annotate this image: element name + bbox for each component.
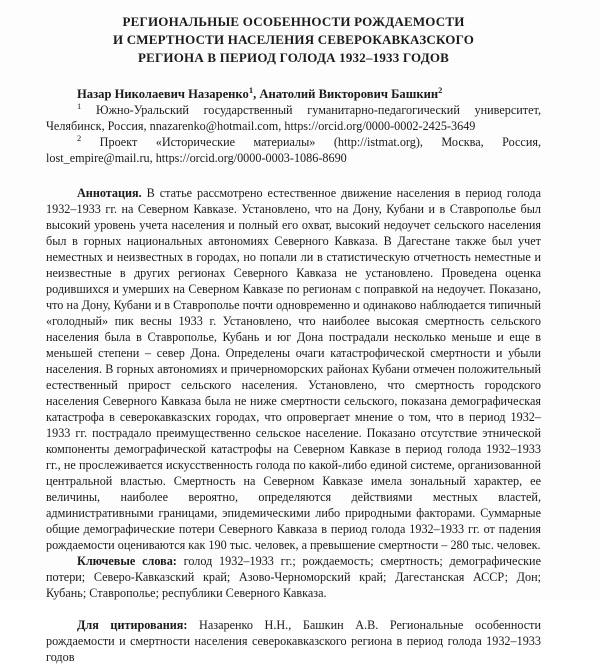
author-1-name: Назар Николаевич Назаренко xyxy=(77,87,249,101)
affiliation-1-marker: 1 xyxy=(77,100,82,111)
citation-text: Назаренко Н.Н., Башкин А.В. Региональные особенности рождаемости и смертности населения северокавказского региона в период голода 1932–1933 годов xyxy=(46,618,542,664)
affiliation-2-marker: 2 xyxy=(77,132,82,143)
author-2-name: Анатолий Викторович Башкин xyxy=(259,87,439,101)
affiliation-2-text: Проект «Исторические материалы» (http://istmat.org), Москва, Россия, lost_empire@mail.ru, https://orcid.org/0000-0003-1086-8690 xyxy=(46,135,541,165)
keywords-paragraph xyxy=(46,553,541,601)
author-2-affiliation-marker: 2 xyxy=(438,84,443,95)
author-1-affiliation-marker: 1 xyxy=(248,84,254,95)
citation-paragraph xyxy=(46,617,541,665)
abstract-paragraph xyxy=(46,185,541,553)
keywords-text: голод 1932–1933 гг.; рождаемость; смертность; демографические потери; Северо-Кавказский край; Азово-Черноморский край; Дагестанская АССР; Дон; Кубань; Ставрополье; республики Северного Кавказа. xyxy=(46,554,541,600)
abstract-text: В статье рассмотрено естественное движение населения в период голода 1932–1933 гг. на Северном Кавказе. Установлено, что на Дону, Кубани и в Ставрополье был высокий уровень учета населения и полный его охват, высокий недоучет сельского населения был в горных национальных автономиях Северного Кавказа. В Дагестане также был учет неместных и неизвестных в городах, но попали ли в статистическую отчетность неместные и неизвестные в других регионах Северного Кавказа не установлено. Проведена оценка родившихся и умерших на Северном Кавказе по регионам с поправкой на недоучет. Показано, что на Дону, Кубани и в Ставрополье почти одновременно и одинаково наблюдается типичный «голодный» пик весны 1933 г. Установлено, что наиболее высокая смертность сельского населения была в Ставрополье, Кубань и юг Дона пострадали несколько меньше и еще в меньшей степени – север Дона. Определены очаги катастрофической смертности и убыли населения. В горных автономиях и причерноморских районах Кубани отмечен положительный естественный прирост сельского населения. Установлено, что смертность городского населения Северного Кавказа была не ниже смертности сельского, показана демографическая катастрофа в северокавказских городах, что опровергает мнение о том, что в период 1932–1933 гг. пострадало преимущественно сельское население. Показано отсутствие этнической компоненты демографической катастрофы на Северном Кавказе в период голода 1932–1933 гг., не прослеживается искусственность голода по какой-либо единой системе, организованной центральной властью. Смертность на Северном Кавказе имела зональный характер, ее величины, наиболее вероятно, определяются действиями местных властей, административными границами, эпидемическими либо природными факторами. Суммарные общие демографические потери Северного Кавказа в период голода 1932–1933 гг. от падения рождаемости оцениваются как 190 тыс. человек, а превышение смертности – 280 тыс. человек. xyxy=(46,186,541,552)
citation-label: Для цитирования: xyxy=(77,618,188,632)
affiliation-1-text: Южно-Уральский государственный гуманитарно-педагогический университет, Челябинск, Россия, nnazarenko@hotmail.com, https://orcid.org/0000-0002-2425-3649 xyxy=(46,103,541,133)
authors-separator: , xyxy=(253,87,260,101)
abstract-label: Аннотация. xyxy=(77,186,142,200)
article-title-line-1: РЕГИОНАЛЬНЫЕ ОСОБЕННОСТИ РОЖДАЕМОСТИ xyxy=(122,14,465,29)
article-title xyxy=(46,13,541,67)
affiliation-1 xyxy=(46,102,541,134)
authors-line xyxy=(46,86,541,102)
keywords-label: Ключевые слова: xyxy=(77,554,177,568)
article-title-line-2: И СМЕРТНОСТИ НАСЕЛЕНИЯ СЕВЕРОКАВКАЗСКОГО xyxy=(112,32,475,47)
affiliation-2 xyxy=(46,134,541,166)
article-title-line-3: РЕГИОНА В ПЕРИОД ГОЛОДА 1932–1933 ГОДОВ xyxy=(137,50,450,65)
